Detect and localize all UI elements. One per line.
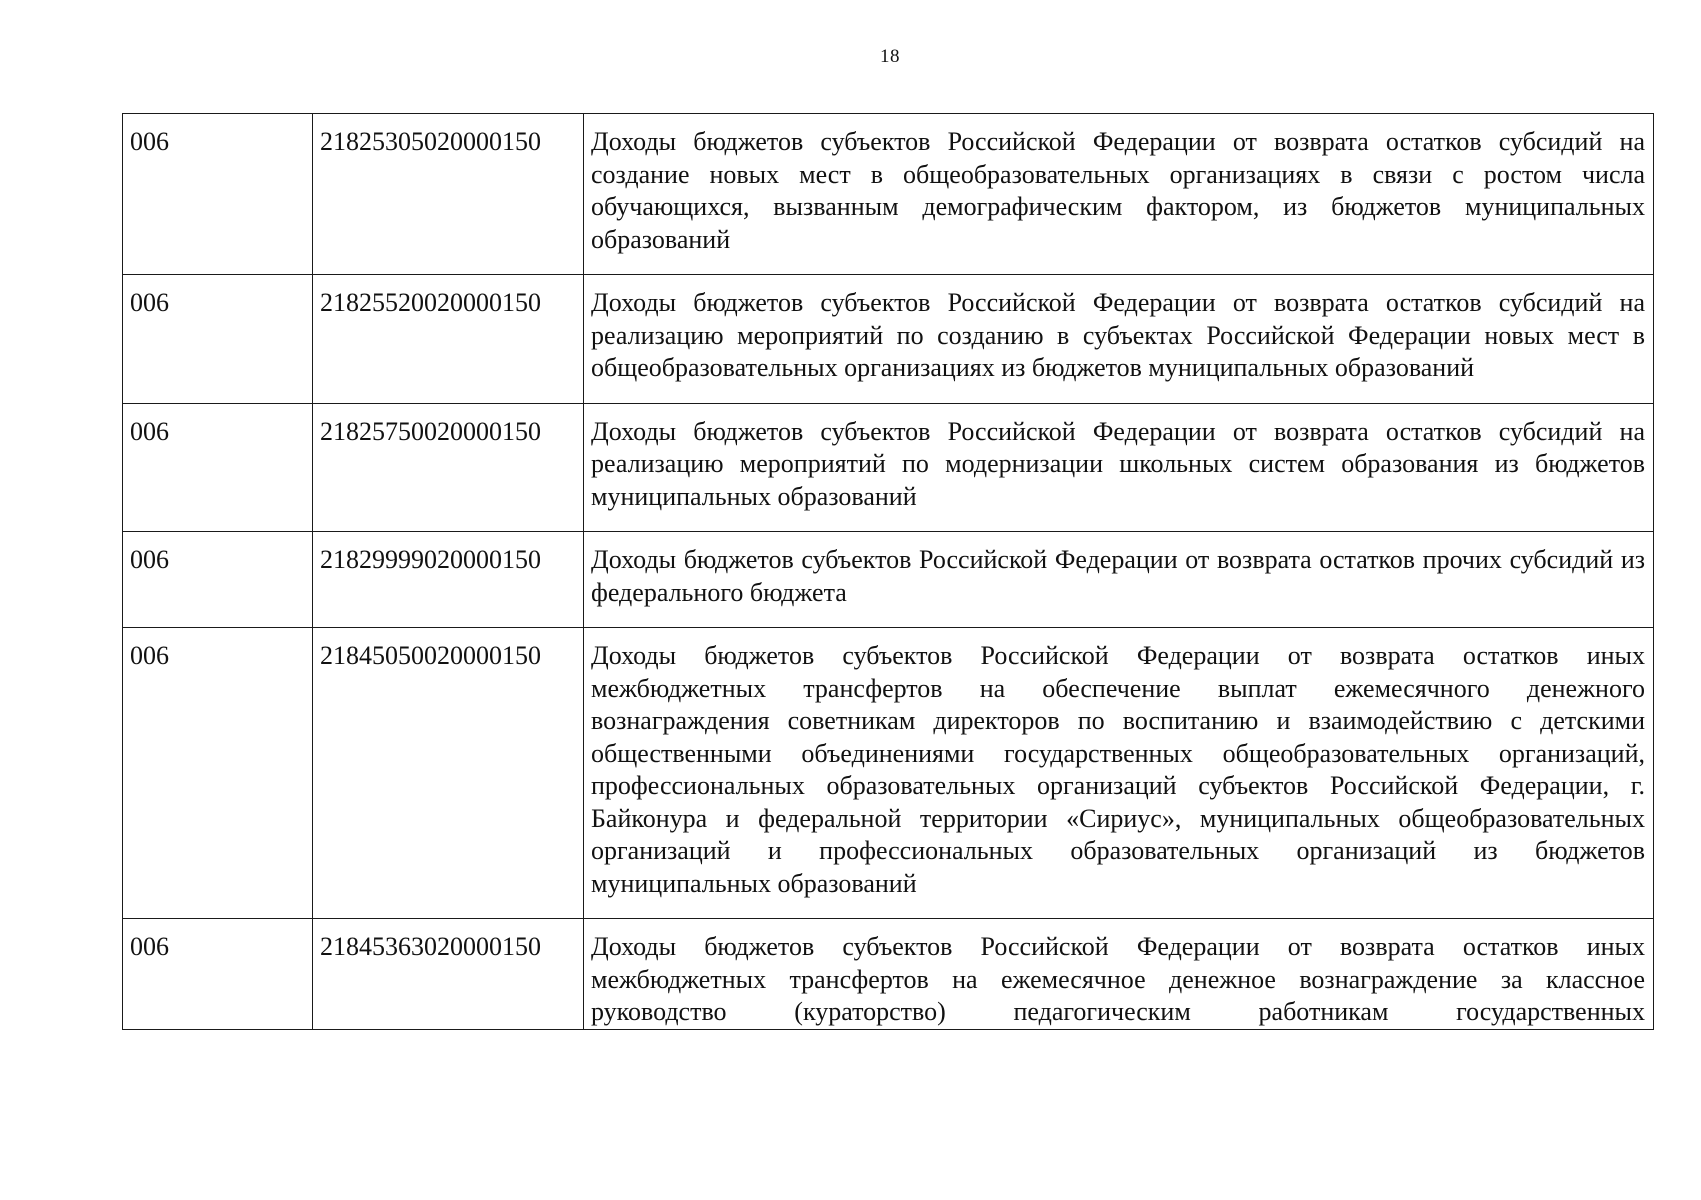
table-row	[123, 114, 1654, 275]
admin-code-cell: 006	[123, 114, 313, 275]
table-row	[123, 275, 1654, 404]
budget-code-cell: 21825750020000150	[313, 403, 584, 532]
table-row	[123, 628, 1654, 919]
admin-code-cell: 006	[123, 275, 313, 404]
description-cell: Доходы бюджетов субъектов Российской Федерации от возврата остатков прочих субсидий из федерального бюджета	[584, 532, 1654, 628]
description-cell: Доходы бюджетов субъектов Российской Федерации от возврата остатков иных межбюджетных трансфертов на обеспечение выплат ежемесячного денежного вознаграждения советникам директоров по воспитанию и взаимодействию с детскими общественными объединениями государственных общеобразовательных организаций, профессиональных образовательных организаций субъектов Российской Федерации, г. Байконура и федеральной территории «Сириус», муниципальных общеобразовательных организаций и профессиональных образовательных организаций из бюджетов муниципальных образований	[584, 628, 1654, 919]
page-number: 18	[880, 46, 900, 67]
table-row	[123, 532, 1654, 628]
admin-code-cell: 006	[123, 532, 313, 628]
description-cell: Доходы бюджетов субъектов Российской Федерации от возврата остатков субсидий на реализацию мероприятий по созданию в субъектах Российской Федерации новых мест в общеобразовательных организациях из бюджетов муниципальных образований	[584, 275, 1654, 404]
budget-code-cell: 21845050020000150	[313, 628, 584, 919]
table-row	[123, 919, 1654, 1030]
description-cell: Доходы бюджетов субъектов Российской Федерации от возврата остатков субсидий на реализацию мероприятий по модернизации школьных систем образования из бюджетов муниципальных образований	[584, 403, 1654, 532]
budget-code-cell: 21829999020000150	[313, 532, 584, 628]
budget-code-cell: 21845363020000150	[313, 919, 584, 1030]
admin-code-cell: 006	[123, 628, 313, 919]
table-row	[123, 403, 1654, 532]
admin-code-cell: 006	[123, 403, 313, 532]
admin-code-cell: 006	[123, 919, 313, 1030]
description-cell: Доходы бюджетов субъектов Российской Федерации от возврата остатков субсидий на создание новых мест в общеобразовательных организациях в связи с ростом числа обучающихся, вызванным демографическим фактором, из бюджетов муниципальных образований	[584, 114, 1654, 275]
description-cell: Доходы бюджетов субъектов Российской Федерации от возврата остатков иных межбюджетных трансфертов на ежемесячное денежное вознаграждение за классное руководство (кураторство) педагогическим работникам государственных	[584, 919, 1654, 1030]
budget-code-cell: 21825520020000150	[313, 275, 584, 404]
budget-code-cell: 21825305020000150	[313, 114, 584, 275]
budget-codes-table	[122, 113, 1654, 1030]
